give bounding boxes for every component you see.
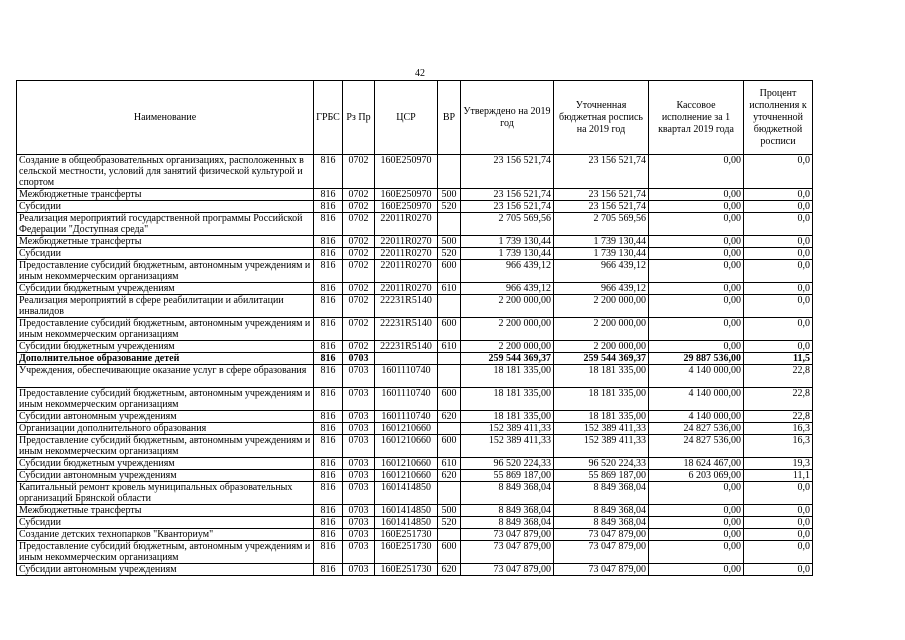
cell-percent: 0,0: [744, 213, 813, 236]
cell-cash: 0,00: [649, 189, 744, 201]
cell-vr: 600: [438, 435, 461, 458]
cell-vr: 520: [438, 517, 461, 529]
cell-csr: 22011R0270: [375, 260, 438, 283]
cell-csr: 22011R0270: [375, 213, 438, 236]
cell-refined: 18 181 335,00: [554, 388, 649, 411]
cell-approved: 152 389 411,33: [461, 423, 554, 435]
cell-csr: 160E250970: [375, 155, 438, 189]
header-percent: Процент исполнения к уточненной бюджетной росписи: [744, 81, 813, 155]
cell-rzpr: 0702: [343, 155, 375, 189]
cell-name: Предоставление субсидий бюджетным, автономным учреждениям и иным некоммерческим организациям: [17, 388, 314, 411]
cell-csr: 1601210660: [375, 423, 438, 435]
cell-refined: 1 739 130,44: [554, 248, 649, 260]
cell-vr: 610: [438, 283, 461, 295]
cell-csr: [375, 353, 438, 365]
table-row: [17, 248, 813, 260]
cell-grbs: 816: [314, 517, 343, 529]
cell-cash: 0,00: [649, 213, 744, 236]
cell-csr: 22011R0270: [375, 283, 438, 295]
cell-approved: 966 439,12: [461, 283, 554, 295]
cell-refined: 1 739 130,44: [554, 236, 649, 248]
cell-rzpr: 0702: [343, 341, 375, 353]
header-vr: ВР: [438, 81, 461, 155]
cell-csr: 22011R0270: [375, 236, 438, 248]
cell-percent: 22,8: [744, 365, 813, 388]
cell-grbs: 816: [314, 529, 343, 541]
table-row: [17, 529, 813, 541]
cell-percent: 0,0: [744, 283, 813, 295]
cell-approved: 73 047 879,00: [461, 541, 554, 564]
table-row: [17, 482, 813, 505]
cell-approved: 18 181 335,00: [461, 365, 554, 388]
cell-name: Субсидии: [17, 248, 314, 260]
cell-rzpr: 0703: [343, 353, 375, 365]
cell-rzpr: 0702: [343, 189, 375, 201]
cell-percent: 16,3: [744, 423, 813, 435]
cell-percent: 0,0: [744, 517, 813, 529]
table-row: [17, 283, 813, 295]
cell-grbs: 816: [314, 423, 343, 435]
cell-cash: 0,00: [649, 155, 744, 189]
cell-csr: 1601414850: [375, 517, 438, 529]
cell-rzpr: 0703: [343, 365, 375, 388]
cell-cash: 4 140 000,00: [649, 388, 744, 411]
cell-approved: 23 156 521,74: [461, 189, 554, 201]
cell-approved: 2 200 000,00: [461, 295, 554, 318]
cell-approved: 2 200 000,00: [461, 341, 554, 353]
cell-name: Предоставление субсидий бюджетным, автономным учреждениям и иным некоммерческим организациям: [17, 435, 314, 458]
cell-vr: [438, 365, 461, 388]
cell-vr: 600: [438, 318, 461, 341]
cell-vr: 620: [438, 564, 461, 576]
table-row: [17, 213, 813, 236]
cell-vr: [438, 353, 461, 365]
cell-name: Дополнительное образование детей: [17, 353, 314, 365]
cell-vr: [438, 155, 461, 189]
cell-approved: 2 200 000,00: [461, 318, 554, 341]
cell-csr: 160E250970: [375, 189, 438, 201]
cell-name: Межбюджетные трансферты: [17, 236, 314, 248]
cell-grbs: 816: [314, 260, 343, 283]
cell-rzpr: 0703: [343, 458, 375, 470]
cell-grbs: 816: [314, 248, 343, 260]
cell-rzpr: 0702: [343, 213, 375, 236]
cell-rzpr: 0702: [343, 248, 375, 260]
cell-cash: 6 203 069,00: [649, 470, 744, 482]
cell-percent: 0,0: [744, 505, 813, 517]
cell-grbs: 816: [314, 458, 343, 470]
cell-rzpr: 0702: [343, 283, 375, 295]
cell-grbs: 816: [314, 564, 343, 576]
cell-vr: 620: [438, 411, 461, 423]
cell-name: Субсидии: [17, 517, 314, 529]
cell-rzpr: 0702: [343, 295, 375, 318]
cell-refined: 152 389 411,33: [554, 423, 649, 435]
cell-refined: 152 389 411,33: [554, 435, 649, 458]
cell-approved: 152 389 411,33: [461, 435, 554, 458]
cell-approved: 55 869 187,00: [461, 470, 554, 482]
cell-name: Субсидии бюджетным учреждениям: [17, 458, 314, 470]
cell-approved: 2 705 569,56: [461, 213, 554, 236]
cell-refined: 73 047 879,00: [554, 564, 649, 576]
table-row: [17, 435, 813, 458]
cell-rzpr: 0703: [343, 470, 375, 482]
cell-rzpr: 0702: [343, 201, 375, 213]
cell-vr: 600: [438, 388, 461, 411]
cell-percent: 0,0: [744, 529, 813, 541]
cell-grbs: 816: [314, 283, 343, 295]
cell-percent: 0,0: [744, 318, 813, 341]
table-row: [17, 318, 813, 341]
cell-cash: 4 140 000,00: [649, 365, 744, 388]
cell-vr: 520: [438, 201, 461, 213]
cell-approved: 8 849 368,04: [461, 517, 554, 529]
cell-name: Субсидии бюджетным учреждениям: [17, 283, 314, 295]
cell-vr: 600: [438, 541, 461, 564]
cell-name: Предоставление субсидий бюджетным, автономным учреждениям и иным некоммерческим организациям: [17, 541, 314, 564]
header-csr: ЦСР: [375, 81, 438, 155]
table-row: [17, 458, 813, 470]
table-row: [17, 388, 813, 411]
cell-rzpr: 0703: [343, 423, 375, 435]
cell-percent: 0,0: [744, 189, 813, 201]
cell-rzpr: 0703: [343, 411, 375, 423]
cell-csr: 1601414850: [375, 505, 438, 517]
cell-refined: 8 849 368,04: [554, 505, 649, 517]
cell-name: Субсидии бюджетным учреждениям: [17, 341, 314, 353]
cell-csr: 1601210660: [375, 470, 438, 482]
cell-rzpr: 0703: [343, 388, 375, 411]
cell-csr: 22231R5140: [375, 341, 438, 353]
cell-name: Субсидии автономным учреждениям: [17, 411, 314, 423]
table-row: [17, 505, 813, 517]
cell-grbs: 816: [314, 213, 343, 236]
cell-csr: 22231R5140: [375, 295, 438, 318]
cell-refined: 259 544 369,37: [554, 353, 649, 365]
cell-rzpr: 0703: [343, 564, 375, 576]
cell-percent: 11,5: [744, 353, 813, 365]
table-row: [17, 341, 813, 353]
cell-cash: 24 827 536,00: [649, 435, 744, 458]
cell-name: Создание в общеобразовательных организациях, расположенных в сельской местности, условий для занятий физической культурой и спортом: [17, 155, 314, 189]
cell-rzpr: 0702: [343, 260, 375, 283]
cell-percent: 0,0: [744, 541, 813, 564]
cell-rzpr: 0703: [343, 541, 375, 564]
cell-cash: 0,00: [649, 283, 744, 295]
cell-refined: 55 869 187,00: [554, 470, 649, 482]
cell-percent: 19,3: [744, 458, 813, 470]
cell-percent: 0,0: [744, 295, 813, 318]
cell-csr: 1601210660: [375, 435, 438, 458]
cell-refined: 8 849 368,04: [554, 517, 649, 529]
cell-percent: 0,0: [744, 236, 813, 248]
cell-refined: 2 200 000,00: [554, 318, 649, 341]
cell-cash: 0,00: [649, 341, 744, 353]
cell-csr: 22011R0270: [375, 248, 438, 260]
cell-approved: 23 156 521,74: [461, 201, 554, 213]
cell-name: Капитальный ремонт кровель муниципальных образовательных организаций Брянской области: [17, 482, 314, 505]
cell-approved: 96 520 224,33: [461, 458, 554, 470]
cell-rzpr: 0703: [343, 529, 375, 541]
cell-percent: 0,0: [744, 201, 813, 213]
cell-cash: 18 624 467,00: [649, 458, 744, 470]
cell-percent: 0,0: [744, 341, 813, 353]
header-row: [17, 81, 813, 155]
table-row: [17, 517, 813, 529]
table-row: [17, 541, 813, 564]
cell-csr: 160E251730: [375, 564, 438, 576]
cell-name: Субсидии автономным учреждениям: [17, 564, 314, 576]
cell-refined: 966 439,12: [554, 260, 649, 283]
cell-percent: 0,0: [744, 482, 813, 505]
cell-vr: [438, 295, 461, 318]
table-row: [17, 295, 813, 318]
cell-grbs: 816: [314, 388, 343, 411]
cell-cash: 29 887 536,00: [649, 353, 744, 365]
cell-approved: 259 544 369,37: [461, 353, 554, 365]
cell-cash: 0,00: [649, 517, 744, 529]
cell-refined: 966 439,12: [554, 283, 649, 295]
cell-grbs: 816: [314, 201, 343, 213]
cell-refined: 73 047 879,00: [554, 541, 649, 564]
table-row: [17, 365, 813, 388]
cell-approved: 18 181 335,00: [461, 411, 554, 423]
cell-vr: 500: [438, 505, 461, 517]
budget-table: [16, 80, 813, 576]
cell-rzpr: 0703: [343, 482, 375, 505]
cell-grbs: 816: [314, 435, 343, 458]
cell-approved: 73 047 879,00: [461, 529, 554, 541]
cell-grbs: 816: [314, 353, 343, 365]
cell-refined: 73 047 879,00: [554, 529, 649, 541]
cell-refined: 18 181 335,00: [554, 365, 649, 388]
cell-refined: 96 520 224,33: [554, 458, 649, 470]
cell-percent: 11,1: [744, 470, 813, 482]
cell-csr: 22231R5140: [375, 318, 438, 341]
cell-grbs: 816: [314, 411, 343, 423]
cell-approved: 8 849 368,04: [461, 482, 554, 505]
cell-rzpr: 0703: [343, 435, 375, 458]
table-row: [17, 260, 813, 283]
table-body: [17, 155, 813, 576]
cell-name: Субсидии: [17, 201, 314, 213]
table-row: [17, 411, 813, 423]
cell-vr: 620: [438, 470, 461, 482]
cell-grbs: 816: [314, 155, 343, 189]
cell-approved: 73 047 879,00: [461, 564, 554, 576]
cell-cash: 0,00: [649, 318, 744, 341]
cell-vr: 610: [438, 341, 461, 353]
table-row: [17, 423, 813, 435]
cell-percent: 22,8: [744, 388, 813, 411]
cell-rzpr: 0703: [343, 517, 375, 529]
cell-percent: 0,0: [744, 564, 813, 576]
cell-approved: 1 739 130,44: [461, 248, 554, 260]
cell-vr: [438, 213, 461, 236]
cell-vr: [438, 423, 461, 435]
cell-name: Межбюджетные трансферты: [17, 505, 314, 517]
cell-cash: 0,00: [649, 505, 744, 517]
cell-vr: [438, 529, 461, 541]
cell-name: Реализация мероприятий в сфере реабилитации и абилитации инвалидов: [17, 295, 314, 318]
cell-cash: 0,00: [649, 564, 744, 576]
cell-percent: 16,3: [744, 435, 813, 458]
cell-refined: 23 156 521,74: [554, 201, 649, 213]
table-row: [17, 470, 813, 482]
cell-cash: 0,00: [649, 295, 744, 318]
cell-cash: 0,00: [649, 541, 744, 564]
cell-percent: 0,0: [744, 155, 813, 189]
cell-grbs: 816: [314, 189, 343, 201]
cell-refined: 23 156 521,74: [554, 189, 649, 201]
cell-refined: 2 200 000,00: [554, 295, 649, 318]
table-row: [17, 353, 813, 365]
cell-vr: [438, 482, 461, 505]
cell-rzpr: 0702: [343, 318, 375, 341]
cell-refined: 18 181 335,00: [554, 411, 649, 423]
cell-refined: 2 705 569,56: [554, 213, 649, 236]
cell-rzpr: 0703: [343, 505, 375, 517]
cell-csr: 1601110740: [375, 365, 438, 388]
page-number: 42: [415, 68, 425, 79]
cell-vr: 520: [438, 248, 461, 260]
cell-cash: 0,00: [649, 248, 744, 260]
cell-cash: 4 140 000,00: [649, 411, 744, 423]
header-refined: Уточненная бюджетная роспись на 2019 год: [554, 81, 649, 155]
cell-csr: 1601110740: [375, 411, 438, 423]
cell-name: Учреждения, обеспечивающие оказание услуг в сфере образования: [17, 365, 314, 388]
table-row: [17, 155, 813, 189]
cell-approved: 23 156 521,74: [461, 155, 554, 189]
cell-csr: 160E251730: [375, 541, 438, 564]
cell-cash: 0,00: [649, 482, 744, 505]
table-row: [17, 201, 813, 213]
cell-approved: 8 849 368,04: [461, 505, 554, 517]
cell-approved: 18 181 335,00: [461, 388, 554, 411]
cell-csr: 1601210660: [375, 458, 438, 470]
cell-approved: 1 739 130,44: [461, 236, 554, 248]
cell-cash: 0,00: [649, 529, 744, 541]
cell-percent: 22,8: [744, 411, 813, 423]
cell-grbs: 816: [314, 505, 343, 517]
cell-rzpr: 0702: [343, 236, 375, 248]
table-row: [17, 564, 813, 576]
cell-csr: 160E250970: [375, 201, 438, 213]
cell-vr: 500: [438, 189, 461, 201]
cell-cash: 24 827 536,00: [649, 423, 744, 435]
cell-approved: 966 439,12: [461, 260, 554, 283]
cell-grbs: 816: [314, 341, 343, 353]
cell-refined: 2 200 000,00: [554, 341, 649, 353]
cell-name: Межбюджетные трансферты: [17, 189, 314, 201]
cell-grbs: 816: [314, 541, 343, 564]
cell-name: Предоставление субсидий бюджетным, автономным учреждениям и иным некоммерческим организациям: [17, 260, 314, 283]
cell-grbs: 816: [314, 236, 343, 248]
cell-name: Создание детских технопарков "Кванториум": [17, 529, 314, 541]
cell-cash: 0,00: [649, 236, 744, 248]
cell-grbs: 816: [314, 482, 343, 505]
cell-percent: 0,0: [744, 248, 813, 260]
cell-vr: 600: [438, 260, 461, 283]
header-approved: Утверждено на 2019 год: [461, 81, 554, 155]
header-rzpr: Рз Пр: [343, 81, 375, 155]
cell-vr: 500: [438, 236, 461, 248]
cell-refined: 23 156 521,74: [554, 155, 649, 189]
cell-percent: 0,0: [744, 260, 813, 283]
cell-name: Субсидии автономным учреждениям: [17, 470, 314, 482]
header-cash: Кассовое исполнение за 1 квартал 2019 года: [649, 81, 744, 155]
cell-vr: 610: [438, 458, 461, 470]
cell-grbs: 816: [314, 318, 343, 341]
cell-grbs: 816: [314, 470, 343, 482]
table-row: [17, 189, 813, 201]
cell-csr: 1601414850: [375, 482, 438, 505]
cell-name: Реализация мероприятий государственной программы Российской Федерации "Доступная среда": [17, 213, 314, 236]
cell-name: Организации дополнительного образования: [17, 423, 314, 435]
cell-cash: 0,00: [649, 260, 744, 283]
cell-refined: 8 849 368,04: [554, 482, 649, 505]
cell-csr: 160E251730: [375, 529, 438, 541]
header-grbs: ГРБС: [314, 81, 343, 155]
header-name: Наименование: [17, 81, 314, 155]
cell-cash: 0,00: [649, 201, 744, 213]
cell-grbs: 816: [314, 365, 343, 388]
cell-csr: 1601110740: [375, 388, 438, 411]
table-row: [17, 236, 813, 248]
cell-name: Предоставление субсидий бюджетным, автономным учреждениям и иным некоммерческим организациям: [17, 318, 314, 341]
cell-grbs: 816: [314, 295, 343, 318]
